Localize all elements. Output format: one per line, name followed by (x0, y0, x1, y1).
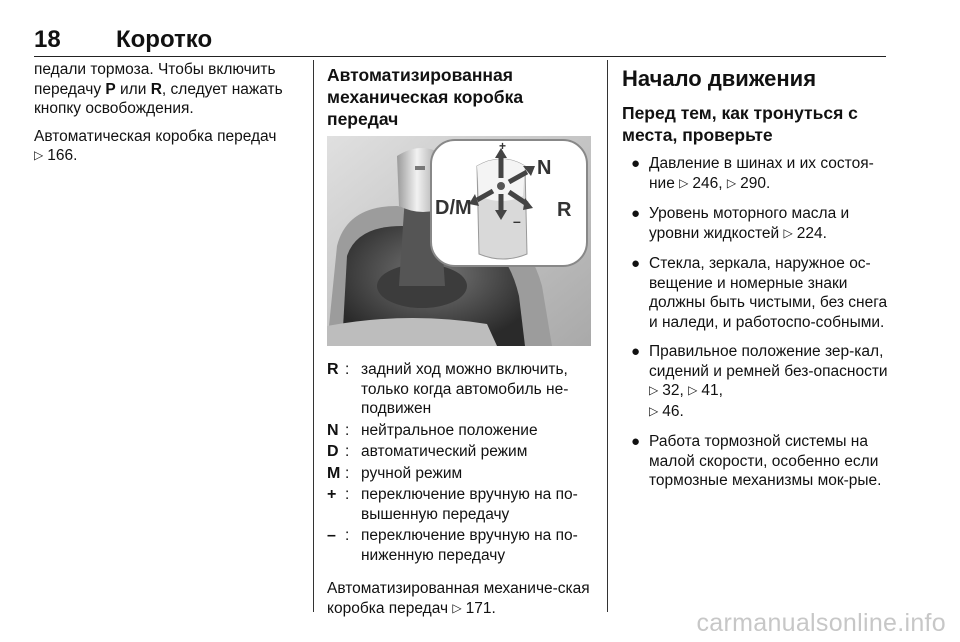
page-reference-icon: ▷ (34, 148, 44, 162)
bullet-icon: ● (631, 255, 641, 272)
list-item: ● Работа тормозной системы на малой скорости, особенно если тормозные механизмы мок-рые. (631, 433, 882, 489)
page-reference-link[interactable]: 171. (465, 599, 496, 617)
paragraph-transmission-ref: Автоматизированная механиче-ская коробка передач ▷ 171. (327, 580, 590, 617)
list-item: ● Уровень моторного масла и уровни жидкостей ▷ 224. (631, 205, 850, 242)
page-reference-icon: ▷ (452, 600, 462, 615)
svg-text:–: – (513, 213, 521, 229)
page-number: 18 (34, 26, 61, 53)
list-item: ● Стекла, зеркала, наружное ос-вещение и номерные знаки должны быть чистыми, без снега и наледи, и работоспо-собными. (631, 255, 888, 331)
list-item: ● Правильное положение зер-кал, сидений и ремней без-опасности ▷ 32, ▷ 41, ▷ 46. (631, 343, 888, 420)
bullet-icon: ● (631, 205, 641, 222)
page-reference-link[interactable]: 46. (662, 402, 684, 420)
section-heading-start: Начало движения (622, 66, 817, 91)
watermark: carmanualsonline.info (696, 609, 946, 637)
page-reference-link[interactable]: 246, (692, 174, 723, 192)
legend-row-r: R : задний ход можно включить, только когда автомобиль не-подвижен (327, 361, 569, 417)
page-reference-icon: ▷ (783, 225, 793, 240)
page-reference-link[interactable]: 224. (796, 224, 827, 242)
legend-row-d: D : автоматический режим (327, 443, 528, 460)
bullet-icon: ● (631, 343, 641, 360)
page-title: Коротко (116, 26, 213, 53)
column-left (34, 60, 304, 175)
page-reference-link[interactable]: 166. (47, 147, 78, 164)
column-middle (327, 60, 593, 627)
list-item: ● Давление в шинах и их состоя-ние ▷ 246, ▷ 290. (631, 155, 874, 192)
page-reference-icon: ▷ (649, 383, 659, 397)
svg-text:+: + (499, 139, 507, 153)
subheading-check: Перед тем, как тронуться с места, проверьте (622, 103, 858, 145)
minus-icon: – (327, 527, 336, 544)
figure-label-dm: D/M (435, 197, 472, 219)
column-divider-left (313, 60, 314, 612)
legend-row-plus: + : переключение вручную на по-вышенную передачу (327, 486, 578, 523)
page-reference-icon: ▷ (726, 175, 737, 190)
column-right (622, 60, 888, 501)
column-divider-right (607, 60, 608, 612)
bullet-icon: ● (631, 433, 641, 450)
page-reference-link[interactable]: 32, (662, 382, 684, 399)
checklist (622, 154, 888, 491)
figure-label-n: N (537, 157, 552, 179)
page-reference-icon: ▷ (679, 175, 689, 190)
figure-label-r: R (557, 199, 572, 221)
bullet-icon: ● (631, 155, 641, 172)
gear-selector-figure (327, 136, 591, 346)
legend-row-n: N : нейтральное положение (327, 421, 538, 439)
page-header (34, 22, 886, 57)
page-reference-icon: ▷ (649, 403, 659, 418)
plus-icon: + (327, 486, 337, 503)
gear-selector-illustration (327, 136, 591, 346)
section-heading-transmission: Автоматизированная механическая коробка передач (327, 65, 524, 129)
page-reference-link[interactable]: 290. (740, 174, 771, 192)
page-reference-icon: ▷ (688, 383, 698, 397)
legend-row-m: M : ручной режим (327, 464, 463, 482)
paragraph-brake: педали тормоза. Чтобы включить передачу P или R, следует нажать кнопку освобождения. (34, 61, 283, 117)
paragraph-automatic-ref: Автоматическая коробка передач ▷ 166. (34, 127, 277, 164)
gear-legend (327, 360, 593, 565)
legend-row-minus: – : переключение вручную на по-ниженную передачу (327, 527, 578, 564)
page-reference-link[interactable]: 41, (701, 382, 723, 399)
